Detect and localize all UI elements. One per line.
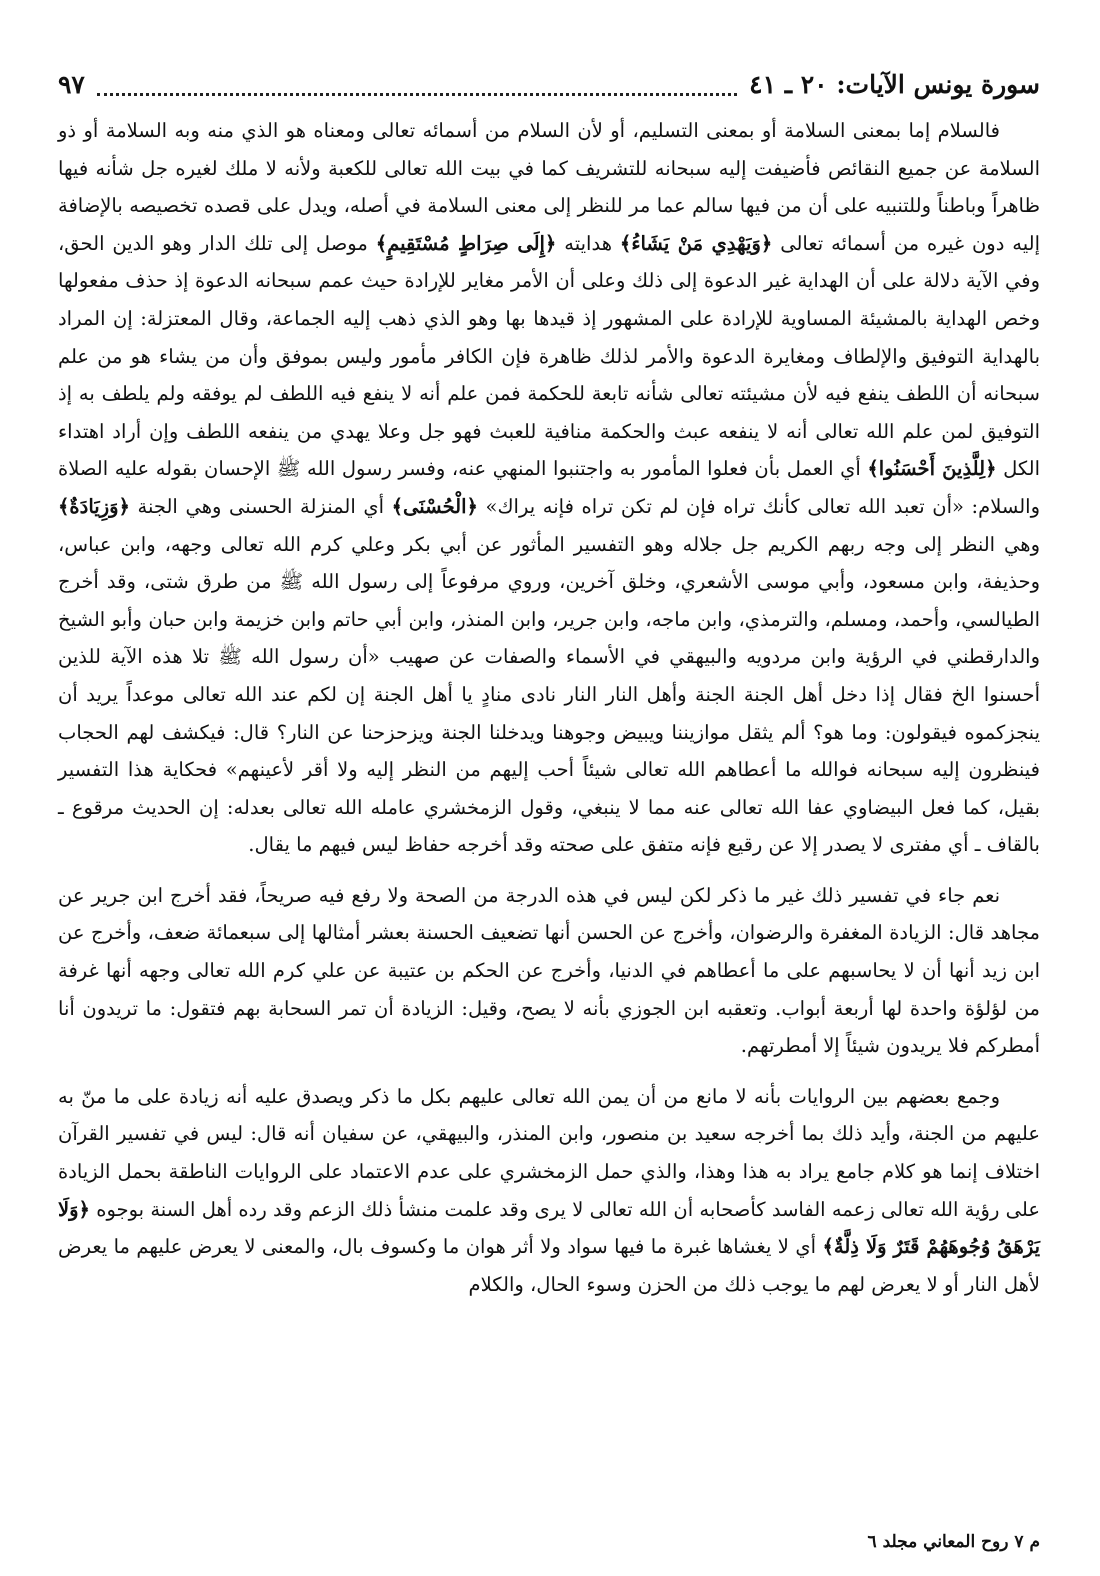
quran-verse: ﴿وَلَا يَرْهَقُ وُجُوهَهُمْ قَتَرٌ وَلَا ذِلَّةٌ﴾ [58, 1197, 1040, 1259]
volume-signature: م ٧ روح المعاني مجلد ٦ [867, 1532, 1040, 1552]
page [58, 62, 1040, 1552]
text-run: أي لا يغشاها غبرة ما فيها سواد ولا أثر هوان ما وكسوف بال، والمعنى لا يعرض عليهم ما يعرض لأهل النار أو لا يعرض لهم ما يوجب ذلك من الحزن وسوء الحال، والكلام [58, 1235, 1040, 1296]
surah-title: سورة يونس الآيات: ٢٠ ـ ٤١ [749, 69, 1040, 99]
quran-verse: ﴿الْحُسْنَى﴾ [391, 494, 478, 518]
leader-dots [97, 83, 737, 96]
text-run: فالسلام إما بمعنى السلامة أو بمعنى التسليم، أو لأن السلام من أسمائه تعالى ومعناه هو الذي منه وبه السلامة أو ذو السلامة عن جميع النقائص فأضيفت إليه سبحانه للتشريف كما في بيت الله تعالى للكعبة ولأنه لا ملك لغيره جل شأنه فيها ظاهراً وباطناً وللتنبيه على أن من فيها سالم عما مر للنظر إلى معنى السلامة في أصله، ويدل على قصده تخصيصه بالإضافة إليه دون غيره من أسمائه تعالى [58, 119, 1041, 255]
text-run: أي المنزلة الحسنى وهي الجنة [129, 494, 392, 518]
text-run: موصل إلى تلك الدار وهو الدين الحق، وفي الآية دلالة على أن الهداية غير الدعوة إلى ذلك وعلى أن الأمر مغاير للإرادة حيث عمم سبحانه الدعوة إذ حذف مفعولها وخص الهداية بالمشيئة المساوية للإرادة على المشهور إذ قيدها بها وهو الذي ذهب إليه الجماعة، وقال المعتزلة: إن المراد بالهداية التوفيق والإلطاف ومغايرة الدعوة والأمر لذلك ظاهرة فإن الكافر مأمور وليس بموفق وأن من يشاء هو من علم سبحانه أن اللطف ينفع فيه لأن مشيئته تعالى شأنه تابعة للحكمة فمن علم أنه لا ينفع فيه اللطف لم يوفقه ولم يلطف به إذ التوفيق لمن علم الله تعالى أنه لا ينفعه عبث والحكمة منافية للعبث فهو جل وعلا يهدي من ينفعه اللطف وإن أراد اهتداء الكل [58, 231, 1040, 481]
page-number: ٩٧ [58, 69, 85, 99]
text-run: نعم جاء في تفسير ذلك غير ما ذكر لكن ليس في هذه الدرجة من الصحة ولا رفع فيه صريحاً، فقد أخرج ابن جرير عن مجاهد قال: الزيادة المغفرة والرضوان، وأخرج عن الحسن أنها تضعيف الحسنة بعشر أمثالها إلى سبعمائة ضعف، وأخرج عن ابن زيد أنها أن لا يحاسبهم على ما أعطاهم في الدنيا، وأخرج عن الحكم بن عتيبة عن علي كرم الله تعالى وجهه أنها غرفة من لؤلؤة واحدة لها أربعة أبواب. وتعقبه ابن الجوزي بأنه لا يصح، وقيل: الزيادة أن تمر السحابة بهم فتقول: ما تريدون أنا أمطركم فلا يريدون شيئاً إلا أمطرتهم. [58, 883, 1040, 1058]
text-run: وهي النظر إلى وجه ربهم الكريم جل جلاله وهو التفسير المأثور عن أبي بكر وعلي كرم الله تعالى وجهه، وابن عباس، وحذيفة، وابن مسعود، وأبي موسى الأشعري، وخلق آخرين، وروي مرفوعاً إلى رسول الله ﷺ من طرق شتى، وقد أخرج الطيالسي، وأحمد، ومسلم، والترمذي، وابن ماجه، وابن جرير، وابن المنذر، وابن أبي حاتم وابن خزيمة وابن حبان وأبو الشيخ والدارقطني في الرؤية وابن مردويه والبيهقي في الأسماء والصفات عن صهيب «أن رسول الله ﷺ تلا هذه الآية للذين أحسنوا الخ فقال إذا دخل أهل الجنة الجنة وأهل النار النار نادى منادٍ يا أهل الجنة إن لكم عند الله تعالى موعداً يريد أن ينجزكموه فيقولون: وما هو؟ ألم يثقل موازيننا ويبيض وجوهنا ويدخلنا الجنة ويزحزحنا عن النار؟ قال: فيكشف لهم الحجاب فينظرون إليه سبحانه فوالله ما أعطاهم الله تعالى شيئاً أحب إليهم من النظر إليه ولا أقر لأعينهم» فحكاية هذا التفسير بقيل، كما فعل البيضاوي عفا الله تعالى عنه مما لا ينبغي، وقول الزمخشري عامله الله تعالى بعدله: إن الحديث مرقوع ـ بالقاف ـ أي مفترى لا يصدر إلا عن رقيع فإنه متفق على صحته وقد أخرجه حفاظ ليس فيهم ما يقال. [58, 532, 1040, 857]
quran-verse: ﴿لِلَّذِينَ أَحْسَنُوا﴾ [867, 457, 997, 481]
paragraph [58, 1078, 1040, 1304]
quran-verse: ﴿وَيَهْدِي مَنْ يَشَاءُ﴾ [619, 231, 773, 255]
quran-verse: ﴿وَزِيَادَةٌ﴾ [58, 494, 130, 518]
paragraph [58, 877, 1040, 1065]
text-run: وجمع بعضهم بين الروايات بأنه لا مانع من أن يمن الله تعالى عليهم بكل ما ذكر ويصدق عليه أنه زيادة على ما منّ به عليهم من الجنة، وأيد ذلك بما أخرجه سعيد بن منصور، وابن المنذر، والبيهقي، عن سفيان أنه قال: ليس في تفسير القرآن اختلاف إنما هو كلام جامع يراد به هذا وهذا، والذي حمل الزمخشري على عدم الاعتماد على الروايات الناطقة بحمل الزيادة على رؤية الله تعالى زعمه الفاسد كأصحابه أن الله تعالى لا يرى وقد علمت منشأ ذلك الزعم وقد رده أهل السنة بوجوه [58, 1084, 1040, 1221]
body-text [58, 112, 1040, 1303]
text-run: أي العمل بأن فعلوا المأمور به واجتنبوا المنهي عنه، وفسر رسول الله ﷺ الإحسان بقوله عليه الصلاة والسلام: «أن تعبد الله تعالى كأنك تراه فإن لم تكن تراه فإنه يراك» [58, 457, 1040, 518]
paragraph [58, 112, 1040, 864]
running-header [58, 62, 1040, 106]
quran-verse: ﴿إِلَى صِرَاطٍ مُسْتَقِيمٍ﴾ [375, 231, 557, 255]
text-run: هدايته [556, 231, 620, 255]
